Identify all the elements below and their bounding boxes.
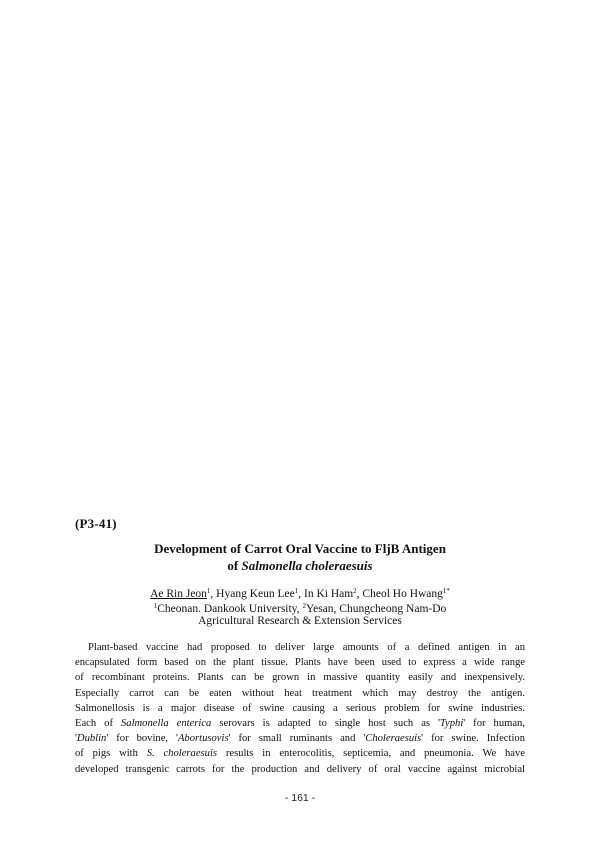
abstract-line: of recombinant proteins. Plants can be grown in massive quantity easily and inexpensively. bbox=[75, 672, 525, 684]
title-prefix: of bbox=[227, 558, 242, 573]
abstract-body bbox=[75, 640, 525, 777]
abstract-line: Plant-based vaccine had proposed to deliver large amounts of a defined antigen in an bbox=[88, 642, 525, 653]
affiliation-line-2: Agricultural Research & Extension Services bbox=[198, 615, 402, 627]
abstract-line: of pigs with S. choleraesuis results in enterocolitis, septicemia, and pneumonia. We have bbox=[75, 748, 525, 760]
paper-title-line-1: Development of Carrot Oral Vaccine to FljB Antigen bbox=[154, 541, 446, 556]
abstract-line: developed transgenic carrots for the production and delivery of oral vaccine against microbial bbox=[75, 763, 525, 775]
italic-term: S. choleraesuis bbox=[146, 748, 218, 760]
abstract-line: Especially carrot can be eaten without heat treatment which may destroy the antigen. bbox=[75, 687, 525, 699]
page-number: - 161 - bbox=[284, 792, 316, 804]
italic-term: Salmonella enterica bbox=[120, 718, 212, 730]
italic-term: Typhi bbox=[439, 718, 464, 730]
abstract-line: Salmonellosis is a major disease of swine causing a serious problem for swine industries. bbox=[75, 702, 525, 714]
title-organism: Salmonella choleraesuis bbox=[241, 558, 373, 573]
affiliation-mark: 2 bbox=[302, 602, 306, 610]
author-name: Cheol Ho Hwang bbox=[362, 588, 443, 600]
author-affiliation-mark: 2 bbox=[353, 587, 357, 595]
paper-title-line-2 bbox=[100, 557, 500, 574]
author-name: In Ki Ham bbox=[303, 588, 354, 600]
italic-term: Dublin bbox=[76, 733, 107, 745]
affiliation-text: Yesan, Chungcheong Nam-Do bbox=[305, 603, 447, 615]
abstract-line: 'Dublin' for bovine, 'Abortusovis' for small ruminants and 'Choleraesuis' for swine. Infection bbox=[75, 733, 525, 745]
affiliation-text: Cheonan. Dankook University, bbox=[157, 603, 303, 615]
abstract-line: Each of Salmonella enterica serovars is adapted to single host such as 'Typhi' for human, bbox=[75, 718, 526, 730]
author-affiliation-mark: 1 bbox=[294, 587, 299, 595]
affiliation-mark: 1 bbox=[153, 602, 158, 610]
author-list: Ae Rin Jeon$^1$, Hyang Keun Lee$^1$, In Ki Ham$^2$, Cheol Ho Hwang$^{1*}$ bbox=[150, 587, 450, 600]
abstract-line: encapsulated form based on the plant tissue. Plants have been used to express a wide range bbox=[75, 657, 525, 669]
author-name: Hyang Keun Lee bbox=[216, 588, 295, 600]
abstract-code: (P3-41) bbox=[75, 516, 117, 531]
author-affiliation-mark: 1 bbox=[206, 587, 211, 595]
author-affiliation-mark: 1* bbox=[442, 587, 450, 595]
author-name: Ae Rin Jeon bbox=[150, 588, 207, 600]
italic-term: Choleraesuis bbox=[365, 733, 422, 745]
italic-term: Abortusovis bbox=[177, 733, 229, 745]
